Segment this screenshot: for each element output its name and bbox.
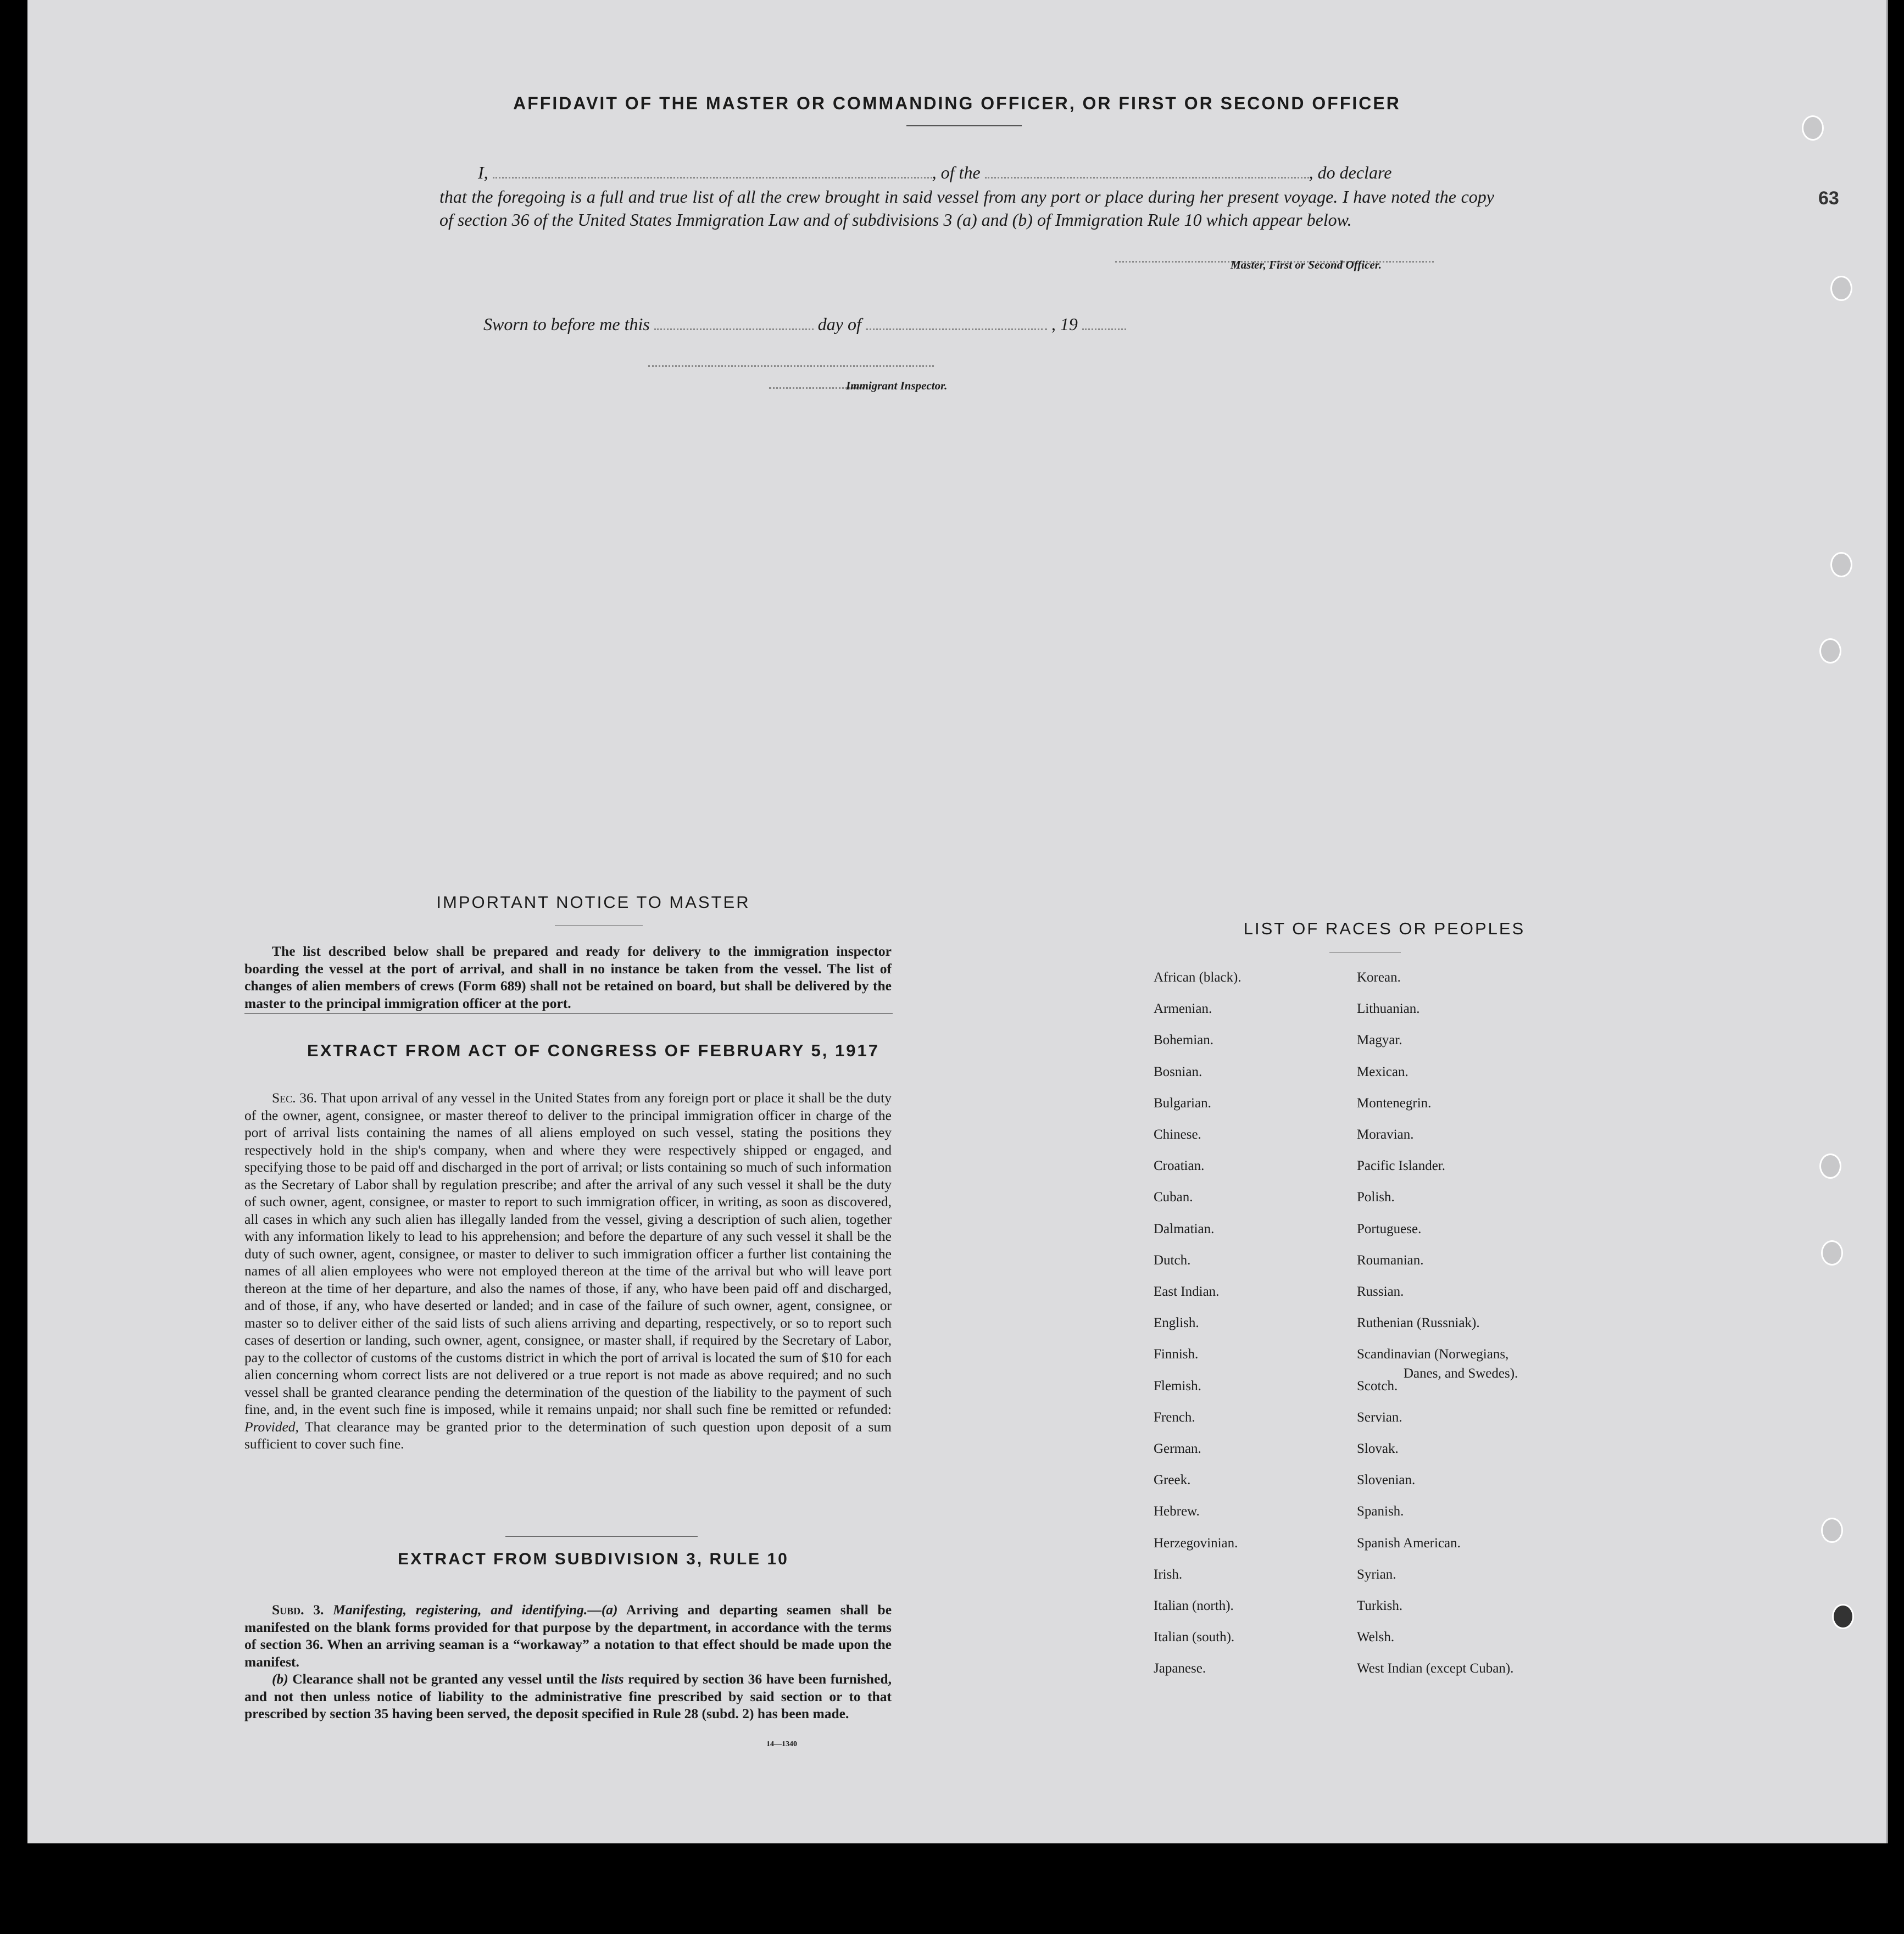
race-item: Italian (north). <box>1154 1598 1234 1613</box>
race-item: Portuguese. <box>1357 1221 1422 1236</box>
form-number: 14—1340 <box>766 1740 797 1748</box>
race-item: French. <box>1154 1409 1195 1425</box>
rule-title: EXTRACT FROM SUBDIVISION 3, RULE 10 <box>398 1550 789 1568</box>
race-item: Finnish. <box>1154 1347 1199 1362</box>
binder-hole <box>1830 276 1852 301</box>
name-blank[interactable] <box>493 177 932 179</box>
day-blank[interactable] <box>654 328 814 330</box>
a-text: Arriving and departing seamen shall be manifested on the blank forms provided for that purpose by the department, in accordance with the terms of section 36. When an arriving seaman is a “workaway” a notation to that effect should be made upon the manifest. <box>244 1602 892 1670</box>
race-item: Spanish American. <box>1357 1535 1461 1551</box>
race-item: Syrian. <box>1357 1567 1396 1582</box>
binder-hole <box>1821 1518 1843 1543</box>
subd-heading: Manifesting, registering, and identifying. <box>333 1602 588 1618</box>
race-item: German. <box>1154 1441 1201 1456</box>
race-item: African (black). <box>1154 970 1242 985</box>
i-label: I, <box>478 163 488 182</box>
sworn-line <box>483 314 1126 335</box>
sec-label: Sec. 36. <box>272 1090 318 1106</box>
binder-hole <box>1830 552 1852 577</box>
binder-hole <box>1819 1153 1841 1179</box>
race-item: Bulgarian. <box>1154 1095 1211 1111</box>
race-item: Roumanian. <box>1357 1252 1424 1268</box>
race-item: Welsh. <box>1357 1630 1395 1645</box>
b-lists: lists <box>601 1671 624 1687</box>
b-text-1: Clearance shall not be granted any vessel until the <box>292 1671 597 1687</box>
race-item: Dutch. <box>1154 1252 1191 1268</box>
act-body: That upon arrival of any vessel in the United States from any foreign port or place it shall be the duty of the owner, agent, consignee, or master thereof to deliver to the principal immigration officer in charge of the port of arrival lists containing the names of all aliens employed on such vessel, stating the positions they respectively hold in the ship's company, when and where they were respectively shipped or engaged, and specifying those to be paid off and discharged in the port of arrival; or lists containing so much of such information as the Secretary of Labor shall by regulation prescribe; and after the arrival of any such vessel it shall be the duty of such owner, agent, consignee, or master to report to such immigration officer, in writing, as soon as discovered, all cases in which any such alien has illegally landed from the vessel, giving a description of such alien, together with any information likely to lead to his apprehension; and before the departure of any such vessel it shall be the duty of such owner, agent, consignee, or master to deliver to such immigration officer a further list containing the names of all alien employees who were not employed thereon at the time of the arrival but who will leave port thereon at the time of her departure, and also the names of those, if any, who have been paid off and discharged, and of those, if any, who have deserted or landed; and in case of the failure of such owner, agent, consignee, or master so to deliver either of the said lists of such aliens arriving and departing, respectively, or so to report such cases of desertion or landing, such owner, agent, consignee, or master shall, if required by the Secretary of Labor, pay to the collector of customs of the customs district in which the port of arrival is located the sum of $10 for each alien concerning whom correct lists are not delivered or a true report is not made as above required; and no such vessel shall be granted clearance pending the determination of the question of the liability to the payment of such fine, and, in the event such fine is imposed, while it remains unpaid; nor shall such fine be remitted or refunded: <box>244 1090 892 1417</box>
race-item: Ruthenian (Russniak). <box>1357 1316 1480 1331</box>
declaration-body: that the foregoing is a full and true list of all the crew brought in said vessel from any port or place during her present voyage. I have noted the copy of section 36 of the United States Immigration Law and of subdivisions 3 (a) and (b) of Immigration Rule 10 which appear below. <box>439 187 1494 230</box>
race-item: Montenegrin. <box>1357 1095 1432 1111</box>
race-item: Russian. <box>1357 1284 1404 1299</box>
race-item: Armenian. <box>1154 1001 1212 1017</box>
race-item: Magyar. <box>1357 1033 1402 1048</box>
race-item: Scandinavian (Norwegians, <box>1357 1347 1509 1362</box>
race-item: Korean. <box>1357 970 1401 985</box>
race-item: English. <box>1154 1316 1199 1331</box>
race-item: Flemish. <box>1154 1378 1201 1394</box>
vessel-blank[interactable] <box>985 177 1309 179</box>
race-item: Scotch. <box>1357 1378 1398 1394</box>
race-item: Croatian. <box>1154 1158 1205 1174</box>
notice-paragraph: The list described below shall be prepared and ready for delivery to the immigration inspector boarding the vessel at the port of arrival, and shall in no instance be taken from the vessel. The list of changes of alien members of crews (Form 689) shall not be retained on board, but shall be delivered by the master to the principal immigration officer at the port. <box>244 943 892 1011</box>
rule-text: Subd. 3. Manifesting, registering, and identifying.—(a) Arriving and departing seamen shall be manifested on the blank forms provided for that purpose by the department, in accordance with the terms of section 36. When an arriving seaman is a “workaway” a notation to that effect should be made upon the manifest. (b) Clearance shall not be granted any vessel until the lists required by section 36 have been furnished, and not then unless notice of liability to the administrative fine prescribed by said section or to that prescribed by section 35 having been served, the deposit specified in Rule 28 (subd. 2) has been made. <box>244 1602 892 1721</box>
race-item: Spanish. <box>1357 1504 1404 1519</box>
race-item: Hebrew. <box>1154 1504 1200 1519</box>
sworn-label: Sworn to before me this <box>483 314 650 334</box>
race-item: Pacific Islander. <box>1357 1158 1446 1174</box>
notice-title: IMPORTANT NOTICE TO MASTER <box>436 893 750 912</box>
race-item: Polish. <box>1357 1190 1395 1205</box>
notice-text <box>244 943 892 1012</box>
race-item: Mexican. <box>1357 1064 1408 1079</box>
races-title: LIST OF RACES OR PEOPLES <box>1243 919 1526 938</box>
manifest-page <box>27 0 1888 1843</box>
master-label: Master, First or Second Officer. <box>1231 258 1382 271</box>
race-item: Servian. <box>1357 1409 1402 1425</box>
binder-hole <box>1821 1240 1843 1266</box>
race-item: Herzegovinian. <box>1154 1535 1238 1551</box>
year-blank[interactable] <box>1082 328 1126 330</box>
declaration-line <box>439 161 1494 184</box>
race-item: Lithuanian. <box>1357 1001 1420 1017</box>
of-the-label: , of the <box>932 163 981 182</box>
provided-label: Provided, <box>244 1418 299 1435</box>
race-scandinavian-continued: Danes, and Swedes). <box>1404 1366 1518 1381</box>
act-divider <box>505 1536 698 1537</box>
race-item: Bosnian. <box>1154 1064 1202 1079</box>
act-body-end: That clearance may be granted prior to the determination of such question upon deposit of a sum sufficient to cover such fine. <box>244 1418 892 1452</box>
race-item: Slovenian. <box>1357 1473 1416 1488</box>
act-text <box>244 1089 892 1453</box>
b-text-2: required by section 36 have been furnished, and not then unless notice of liability to the administrative fine prescribed by said section or to that prescribed by section 35 having been served, the deposit specified in Rule 28 (subd. 2) has been made. <box>244 1671 892 1721</box>
binder-hole <box>1802 115 1824 141</box>
race-item: Irish. <box>1154 1567 1183 1582</box>
binder-hole <box>1819 638 1841 664</box>
race-item: West Indian (except Cuban). <box>1357 1661 1514 1676</box>
race-item: Japanese. <box>1154 1661 1206 1676</box>
day-of-label: day of <box>817 314 861 334</box>
title-underline <box>906 125 1022 126</box>
month-blank[interactable] <box>866 328 1047 330</box>
binder-hole <box>1832 1604 1854 1629</box>
race-item: Chinese. <box>1154 1127 1201 1142</box>
race-item: Turkish. <box>1357 1598 1403 1613</box>
inspector-label: Immigrant Inspector. <box>846 379 948 392</box>
margin-mark: 63 <box>1818 188 1839 209</box>
a-label: (a) <box>601 1602 618 1618</box>
race-item: East Indian. <box>1154 1284 1220 1299</box>
year-label: , 19 <box>1051 314 1078 334</box>
notice-divider <box>244 1013 893 1014</box>
race-item: Slovak. <box>1357 1441 1399 1456</box>
inspector-signature-blank[interactable] <box>648 360 934 370</box>
affidavit-title: AFFIDAVIT OF THE MASTER OR COMMANDING OFFICER, OR FIRST OR SECOND OFFICER <box>513 93 1401 113</box>
race-item: Italian (south). <box>1154 1630 1235 1645</box>
do-declare-label: , do declare <box>1309 163 1392 182</box>
race-item: Greek. <box>1154 1473 1191 1488</box>
b-label: (b) <box>272 1671 288 1687</box>
race-item: Moravian. <box>1357 1127 1414 1142</box>
race-item: Dalmatian. <box>1154 1221 1215 1236</box>
race-item: Bohemian. <box>1154 1033 1214 1048</box>
act-title: EXTRACT FROM ACT OF CONGRESS OF FEBRUARY 5, 1917 <box>307 1041 879 1060</box>
subd-label: Subd. 3. <box>272 1602 324 1618</box>
race-item: Cuban. <box>1154 1190 1193 1205</box>
